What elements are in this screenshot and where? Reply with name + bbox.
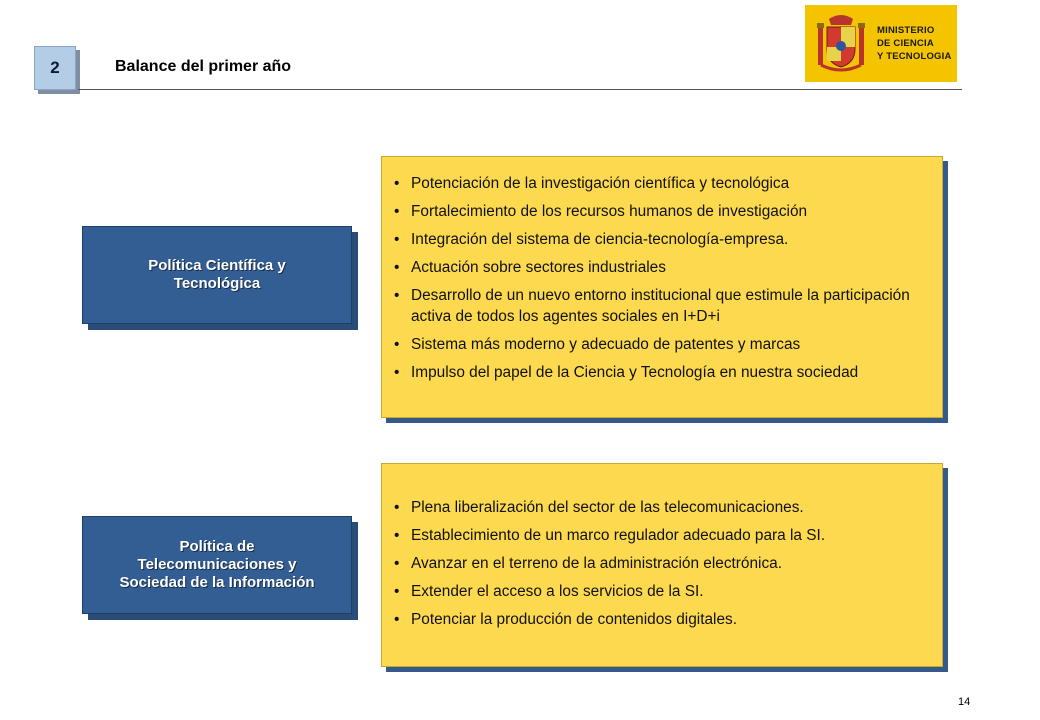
coat-of-arms-icon (815, 13, 867, 75)
list-item: • Integración del sistema de ciencia-tecnología-empresa. (382, 229, 942, 250)
section-label-telecom: Política de Telecomunicaciones y Sociedad de la Información (82, 516, 352, 614)
telecom-policy-panel (381, 463, 943, 667)
page-number: 14 (958, 696, 971, 708)
science-policy-list (382, 157, 942, 383)
section-label-science: Política Científica y Tecnológica (82, 226, 352, 324)
list-item: • Actuación sobre sectores industriales (382, 257, 942, 278)
list-item: • Establecimiento de un marco regulador adecuado para la SI. (382, 525, 942, 546)
science-policy-panel (381, 156, 943, 418)
page-title: Balance del primer año (115, 58, 292, 75)
list-item: • Plena liberalización del sector de las telecomunicaciones. (382, 497, 942, 518)
ministry-name: MINISTERIO DE CIENCIA Y TECNOLOGIA (877, 25, 952, 62)
list-item: • Potenciación de la investigación científica y tecnológica (382, 173, 942, 194)
list-item: • Impulso del papel de la Ciencia y Tecnología en nuestra sociedad (382, 362, 942, 383)
list-item: • Fortalecimiento de los recursos humanos de investigación (382, 201, 942, 222)
list-item: • Avanzar en el terreno de la administración electrónica. (382, 553, 942, 574)
list-item: • Potenciar la producción de contenidos digitales. (382, 609, 942, 630)
ministry-logo (805, 5, 957, 82)
list-item: • Desarrollo de un nuevo entorno institucional que estimule la participación activa de todos los agentes sociales en I+D+i (382, 285, 942, 327)
list-item: • Sistema más moderno y adecuado de patentes y marcas (382, 334, 942, 355)
list-item: • Extender el acceso a los servicios de la SI. (382, 581, 942, 602)
title-divider (78, 89, 962, 90)
section-number-badge: 2 (34, 46, 76, 90)
telecom-policy-list (382, 464, 942, 630)
